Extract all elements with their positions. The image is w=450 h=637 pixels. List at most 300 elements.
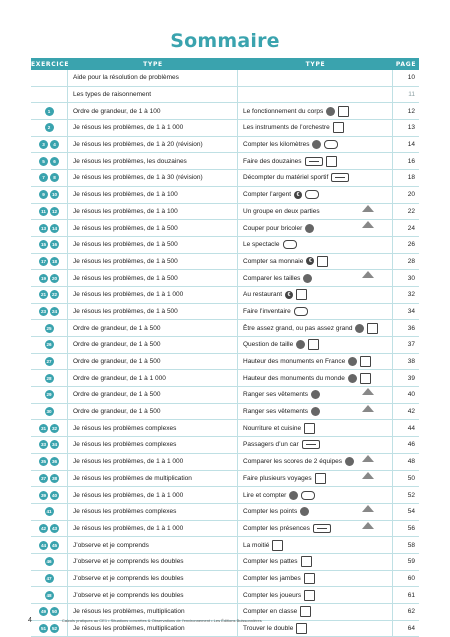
situation-label: Décompter du matériel sportif xyxy=(243,174,329,182)
situation-label: Le spectacle xyxy=(243,241,280,249)
exercise-badge: 49 xyxy=(40,609,47,615)
situation-type xyxy=(238,537,393,553)
exercise-badge: 11 xyxy=(39,207,48,216)
person-icon xyxy=(289,491,298,500)
problem-type: J’observe et je comprends xyxy=(68,537,238,553)
stair-icon xyxy=(302,440,320,449)
situation-type xyxy=(238,187,393,203)
exercise-numbers xyxy=(31,487,68,503)
situation-type xyxy=(238,387,393,403)
exercise-numbers xyxy=(31,220,68,236)
exercise-numbers xyxy=(31,287,68,303)
exercise-badge: 52 xyxy=(51,626,58,632)
chart-icon xyxy=(304,590,315,601)
situation-label: Compter les jambes xyxy=(243,574,301,582)
situation-type xyxy=(238,521,393,537)
problem-type: Je résous les problèmes, de 1 à 500 xyxy=(68,304,238,320)
exercise-numbers xyxy=(31,254,68,270)
exercise-badge: 47 xyxy=(46,575,52,581)
page-ref[interactable]: 64 xyxy=(407,625,415,633)
table-row xyxy=(31,237,419,254)
person-icon xyxy=(311,407,320,416)
exercise-badge: 22 xyxy=(51,292,58,298)
exercise-badge: 2 xyxy=(45,123,54,132)
scale-icon xyxy=(362,271,374,278)
table-body xyxy=(31,70,419,637)
problem-type: Ordre de grandeur, de 1 à 1 000 xyxy=(68,370,238,386)
page-ref[interactable]: 61 xyxy=(407,591,415,599)
page-title: Sommaire xyxy=(170,30,280,52)
person-icon xyxy=(345,457,354,466)
situation-label: Trouver le double xyxy=(243,625,294,633)
exercise-numbers xyxy=(31,87,68,103)
situation-label: Être assez grand, ou pas assez grand xyxy=(243,324,353,332)
situation-type xyxy=(238,471,393,487)
page-ref[interactable]: 26 xyxy=(407,241,415,249)
exercise-numbers xyxy=(31,471,68,487)
problem-type: Je résous les problèmes, multiplication xyxy=(68,621,238,637)
chart-icon xyxy=(296,623,307,634)
table-row xyxy=(31,220,419,237)
situation-label: Faire l’inventaire xyxy=(243,307,291,315)
page-ref[interactable]: 38 xyxy=(407,358,415,366)
situation-type xyxy=(238,87,393,103)
situation-label: Comparer les tailles xyxy=(243,274,301,282)
oval-icon xyxy=(301,491,315,500)
problem-type: Je résous les problèmes complexes xyxy=(68,437,238,453)
page-ref[interactable]: 48 xyxy=(407,458,415,466)
situation-label: Au restaurant xyxy=(243,291,283,299)
exercise-numbers xyxy=(31,404,68,420)
exercise-numbers xyxy=(31,237,68,253)
stair-icon xyxy=(313,524,331,533)
exercise-numbers xyxy=(31,187,68,203)
oval-icon xyxy=(305,190,319,199)
situation-label: Compter en classe xyxy=(243,608,298,616)
person-icon xyxy=(355,324,364,333)
person-icon xyxy=(348,357,357,366)
exercise-numbers xyxy=(31,437,68,453)
page-ref[interactable]: 18 xyxy=(407,174,415,182)
problem-type: Je résous les problèmes, multiplication xyxy=(68,604,238,620)
situation-type xyxy=(238,120,393,136)
situation-label: Couper pour bricoler xyxy=(243,224,303,232)
table-row xyxy=(31,537,419,554)
exercise-numbers xyxy=(31,537,68,553)
table-row xyxy=(31,354,419,371)
situation-label: Faire plusieurs voyages xyxy=(243,474,312,482)
page-ref[interactable]: 32 xyxy=(407,291,415,299)
chart-icon xyxy=(304,573,315,584)
page-ref[interactable]: 24 xyxy=(407,224,415,232)
table-row xyxy=(31,170,419,187)
situation-label: Faire des douzaines xyxy=(243,157,302,165)
situation-type xyxy=(238,437,393,453)
exercise-badge: 19 xyxy=(40,275,47,281)
chart-icon xyxy=(304,423,315,434)
situation-type xyxy=(238,404,393,420)
exercise-badge: 33 xyxy=(40,442,47,448)
exercise-numbers xyxy=(31,204,68,220)
situation-label: Passagers d’un car xyxy=(243,441,299,449)
exercise-badge: 50 xyxy=(51,609,58,615)
scale-icon xyxy=(362,455,374,462)
exercise-badge: 31 xyxy=(40,425,47,431)
table-row xyxy=(31,70,419,87)
page-ref[interactable]: 34 xyxy=(407,307,415,315)
exercise-badge: 29 xyxy=(46,392,52,398)
situation-label: Comparer les scores de 2 équipes xyxy=(243,458,342,466)
problem-type: Je résous les problèmes, de 1 à 1 000 xyxy=(68,120,238,136)
page-ref[interactable]: 40 xyxy=(407,391,415,399)
situation-type xyxy=(238,420,393,436)
problem-type: Ordre de grandeur, de 1 à 500 xyxy=(68,337,238,353)
situation-label: Hauteur des monuments en France xyxy=(243,358,346,366)
person-icon xyxy=(348,374,357,383)
oval-icon xyxy=(283,240,297,249)
problem-type: Je résous les problèmes, de 1 à 100 xyxy=(68,204,238,220)
page-ref[interactable]: 12 xyxy=(407,107,415,115)
page-ref[interactable]: 13 xyxy=(407,124,415,132)
table-row xyxy=(31,587,419,604)
table-row xyxy=(31,471,419,488)
exercise-badge: 40 xyxy=(51,492,58,498)
exercise-numbers xyxy=(31,504,68,520)
problem-type: Je résous les problèmes, de 1 à 500 xyxy=(68,237,238,253)
page-ref[interactable]: 50 xyxy=(407,474,415,482)
problem-type: Je résous les problèmes, de 1 à 1 000 xyxy=(68,454,238,470)
page-ref[interactable]: 62 xyxy=(407,608,415,616)
situation-type xyxy=(238,320,393,336)
exercise-badge: 4 xyxy=(50,140,59,149)
situation-type xyxy=(238,153,393,169)
situation-type xyxy=(238,487,393,503)
situation-type xyxy=(238,370,393,386)
table-row xyxy=(31,554,419,571)
scale-icon xyxy=(362,522,374,529)
footer-text: Calculs pratiques au CE1 • Situations concrètes & Observations de l’environnement • Les Éditions Buissonnières xyxy=(61,618,262,623)
table-header xyxy=(31,58,419,70)
table-row xyxy=(31,404,419,421)
scale-icon xyxy=(362,505,374,512)
chart-icon xyxy=(308,339,319,350)
problem-type: Ordre de grandeur, de 1 à 500 xyxy=(68,404,238,420)
person-icon xyxy=(326,107,335,116)
situation-type xyxy=(238,70,393,86)
table-row xyxy=(31,137,419,154)
exercise-badge: 39 xyxy=(40,492,47,498)
euro-icon: € xyxy=(306,257,314,265)
page-ref[interactable]: 22 xyxy=(407,207,415,215)
problem-type: J’observe et je comprends les doubles xyxy=(68,571,238,587)
problem-type: Je résous les problèmes, de 1 à 30 (révision) xyxy=(68,170,238,186)
situation-type xyxy=(238,554,393,570)
chart-icon xyxy=(338,106,349,117)
exercise-badge: 16 xyxy=(51,242,58,248)
person-icon xyxy=(300,507,309,516)
oval-icon xyxy=(324,140,338,149)
header-type-2: TYPE xyxy=(305,60,326,68)
exercise-badge: 32 xyxy=(51,425,58,431)
euro-icon: € xyxy=(294,191,302,199)
exercise-badge: 9 xyxy=(39,190,48,199)
situation-type xyxy=(238,454,393,470)
exercise-badge: 7 xyxy=(39,173,48,182)
exercise-badge: 25 xyxy=(46,325,52,331)
person-icon xyxy=(303,274,312,283)
problem-type: Je résous les problèmes, de 1 à 500 xyxy=(68,254,238,270)
page-ref[interactable]: 60 xyxy=(407,574,415,582)
chart-icon xyxy=(333,122,344,133)
person-icon xyxy=(305,224,314,233)
exercise-numbers xyxy=(31,320,68,336)
table-row xyxy=(31,521,419,538)
problem-type: Je résous les problèmes, de 1 à 100 xyxy=(68,187,238,203)
exercise-badge: 5 xyxy=(39,157,48,166)
scale-icon xyxy=(362,388,374,395)
table-row xyxy=(31,153,419,170)
exercise-badge: 48 xyxy=(46,592,52,598)
situation-type xyxy=(238,287,393,303)
situation-label: Compter les kilomètres xyxy=(243,141,310,149)
exercise-numbers xyxy=(31,521,68,537)
page-ref[interactable]: 30 xyxy=(407,274,415,282)
page-ref[interactable]: 59 xyxy=(407,558,415,566)
exercise-badge: 45 xyxy=(51,542,58,548)
page-ref[interactable]: 20 xyxy=(407,191,415,199)
scale-icon xyxy=(362,221,374,228)
problem-type: Ordre de grandeur, de 1 à 100 xyxy=(68,103,238,119)
table-row xyxy=(31,103,419,120)
person-icon xyxy=(296,340,305,349)
table-row xyxy=(31,437,419,454)
table-row xyxy=(31,420,419,437)
situation-label: La moitié xyxy=(243,541,270,549)
situation-type xyxy=(238,103,393,119)
table-row xyxy=(31,187,419,204)
situation-type xyxy=(238,137,393,153)
situation-type xyxy=(238,254,393,270)
chart-icon xyxy=(326,156,337,167)
page-ref[interactable]: 36 xyxy=(407,324,415,332)
chart-icon xyxy=(300,606,311,617)
scale-icon xyxy=(362,205,374,212)
exercise-badge: 20 xyxy=(51,275,58,281)
exercise-numbers xyxy=(31,120,68,136)
exercise-badge: 28 xyxy=(46,375,52,381)
exercise-badge: 6 xyxy=(50,157,59,166)
table-row xyxy=(31,454,419,471)
page-number: 4 xyxy=(28,617,32,624)
exercise-badge: 13 xyxy=(40,225,47,231)
situation-label: Nourriture et cuisine xyxy=(243,424,302,432)
situation-label: Lire et compter xyxy=(243,491,287,499)
table-row xyxy=(31,387,419,404)
header-page: PAGE xyxy=(395,60,417,68)
problem-type: Je résous les problèmes de multiplication xyxy=(68,471,238,487)
situation-label: Un groupe en deux parties xyxy=(243,207,320,215)
page-ref[interactable]: 42 xyxy=(407,408,415,416)
page-ref[interactable]: 37 xyxy=(407,341,415,349)
exercise-numbers xyxy=(31,554,68,570)
situation-type xyxy=(238,354,393,370)
contents-table xyxy=(31,58,419,637)
situation-label: Compter sa monnaie xyxy=(243,257,304,265)
problem-type: Je résous les problèmes, les douzaines xyxy=(68,153,238,169)
page-ref[interactable]: 52 xyxy=(407,491,415,499)
exercise-badge: 46 xyxy=(46,559,52,565)
table-row xyxy=(31,370,419,387)
table-row xyxy=(31,287,419,304)
problem-type: Je résous les problèmes, de 1 à 1 000 xyxy=(68,287,238,303)
problem-type: Ordre de grandeur, de 1 à 500 xyxy=(68,354,238,370)
euro-icon: € xyxy=(285,291,293,299)
exercise-numbers xyxy=(31,153,68,169)
page-ref[interactable]: 58 xyxy=(407,541,415,549)
page-ref[interactable]: 39 xyxy=(407,374,415,382)
exercise-numbers xyxy=(31,454,68,470)
exercise-badge: 42 xyxy=(40,525,47,531)
exercise-badge: 26 xyxy=(46,342,52,348)
situation-label: Ranger ses vêtements xyxy=(243,408,309,416)
chart-icon xyxy=(317,256,328,267)
exercise-numbers xyxy=(31,103,68,119)
chart-icon xyxy=(315,473,326,484)
exercise-numbers xyxy=(31,370,68,386)
problem-type: Aide pour la résolution de problèmes xyxy=(68,70,238,86)
exercise-numbers xyxy=(31,70,68,86)
situation-label: Compter les points xyxy=(243,508,298,516)
exercise-badge: 43 xyxy=(51,525,58,531)
exercise-badge: 8 xyxy=(50,173,59,182)
situation-label: Le fonctionnement du corps xyxy=(243,107,324,115)
stair-icon xyxy=(331,173,349,182)
problem-type: Je résous les problèmes, de 1 à 500 xyxy=(68,220,238,236)
page-ref[interactable]: 11 xyxy=(408,91,415,99)
situation-label: Compter les joueurs xyxy=(243,591,302,599)
page-ref[interactable]: 44 xyxy=(407,424,415,432)
exercise-badge: 36 xyxy=(51,459,58,465)
table-row xyxy=(31,270,419,287)
page-ref[interactable]: 14 xyxy=(407,141,415,149)
problem-type: Ordre de grandeur, de 1 à 500 xyxy=(68,387,238,403)
page-ref[interactable]: 28 xyxy=(407,257,415,265)
exercise-badge: 35 xyxy=(40,459,47,465)
header-type-1: TYPE xyxy=(143,60,163,68)
exercise-numbers xyxy=(31,387,68,403)
scale-icon xyxy=(362,472,374,479)
exercise-numbers xyxy=(31,304,68,320)
problem-type: Ordre de grandeur, de 1 à 500 xyxy=(68,320,238,336)
situation-label: Compter l’argent xyxy=(243,191,292,199)
table-row xyxy=(31,87,419,104)
page-ref[interactable]: 54 xyxy=(407,508,415,516)
situation-type xyxy=(238,504,393,520)
exercise-badge: 38 xyxy=(51,475,58,481)
exercise-numbers xyxy=(31,170,68,186)
exercise-badge: 17 xyxy=(40,258,47,264)
oval-icon xyxy=(294,307,308,316)
exercise-numbers xyxy=(31,337,68,353)
exercise-badge: 14 xyxy=(51,225,58,231)
situation-type xyxy=(238,337,393,353)
table-row xyxy=(31,120,419,137)
chart-icon xyxy=(272,540,283,551)
exercise-badge: 15 xyxy=(40,242,47,248)
chart-icon xyxy=(360,356,371,367)
problem-type: Je résous les problèmes, de 1 à 1 000 xyxy=(68,487,238,503)
scale-icon xyxy=(362,405,374,412)
person-icon xyxy=(312,140,321,149)
problem-type: Je résous les problèmes complexes xyxy=(68,504,238,520)
situation-type xyxy=(238,204,393,220)
page-footer xyxy=(28,617,428,624)
problem-type: J’observe et je comprends les doubles xyxy=(68,554,238,570)
situation-type xyxy=(238,571,393,587)
exercise-numbers xyxy=(31,270,68,286)
exercise-badge: 51 xyxy=(40,626,47,632)
table-row xyxy=(31,487,419,504)
exercise-badge: 18 xyxy=(51,258,58,264)
chart-icon xyxy=(360,373,371,384)
exercise-badge: 23 xyxy=(40,308,47,314)
situation-label: Question de taille xyxy=(243,341,294,349)
situation-label: Hauteur des monuments du monde xyxy=(243,374,345,382)
page-ref[interactable]: 16 xyxy=(407,157,415,165)
situation-type xyxy=(238,270,393,286)
header-exercice: EXERCICE xyxy=(31,60,70,68)
exercise-badge: 30 xyxy=(46,409,52,415)
situation-type xyxy=(238,170,393,186)
exercise-badge: 41 xyxy=(46,509,52,515)
exercise-badge: 37 xyxy=(40,475,47,481)
exercise-numbers xyxy=(31,587,68,603)
exercise-badge: 44 xyxy=(40,542,47,548)
exercise-badge: 34 xyxy=(51,442,58,448)
exercise-numbers xyxy=(31,354,68,370)
problem-type: Les types de raisonnement xyxy=(68,87,238,103)
page-ref[interactable]: 56 xyxy=(407,524,415,532)
problem-type: Je résous les problèmes, de 1 à 20 (révision) xyxy=(68,137,238,153)
chart-icon xyxy=(301,556,312,567)
table-row xyxy=(31,304,419,321)
problem-type: Je résous les problèmes complexes xyxy=(68,420,238,436)
situation-type xyxy=(238,220,393,236)
exercise-badge: 12 xyxy=(51,208,58,214)
exercise-badge: 1 xyxy=(45,107,54,116)
table-row xyxy=(31,337,419,354)
exercise-badge: 21 xyxy=(40,292,47,298)
page-ref[interactable]: 46 xyxy=(407,441,415,449)
exercise-badge: 27 xyxy=(46,359,52,365)
exercise-numbers xyxy=(31,137,68,153)
exercise-badge: 24 xyxy=(51,308,58,314)
table-row xyxy=(31,320,419,337)
situation-type xyxy=(238,237,393,253)
exercise-badge: 10 xyxy=(51,192,58,198)
problem-type: J’observe et je comprends les doubles xyxy=(68,587,238,603)
situation-type xyxy=(238,587,393,603)
table-row xyxy=(31,571,419,588)
exercise-badge: 3 xyxy=(39,140,48,149)
stair-icon xyxy=(305,157,323,166)
page-ref[interactable]: 10 xyxy=(407,74,415,82)
problem-type: Je résous les problèmes, de 1 à 1 000 xyxy=(68,521,238,537)
exercise-numbers xyxy=(31,420,68,436)
situation-label: Les instruments de l’orchestre xyxy=(243,124,330,132)
chart-icon xyxy=(367,323,378,334)
table-row xyxy=(31,504,419,521)
